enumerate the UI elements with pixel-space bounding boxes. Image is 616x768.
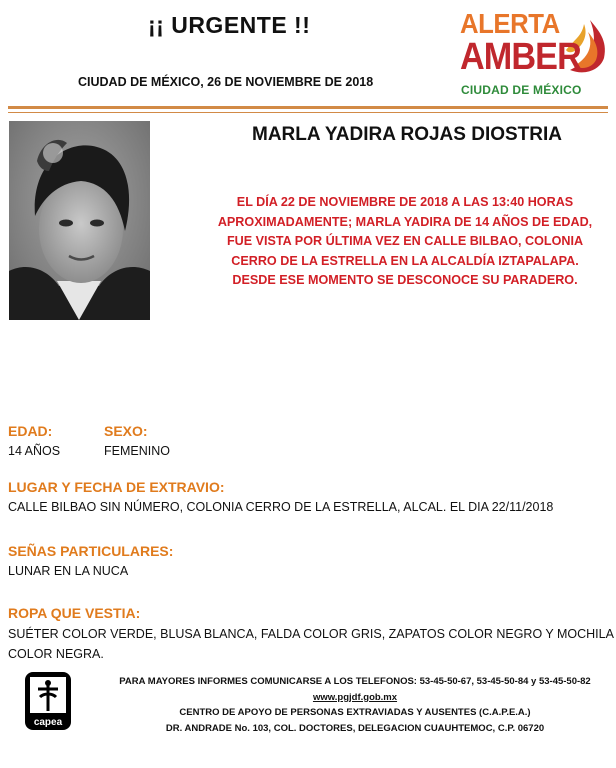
city-date: CIUDAD DE MÉXICO, 26 DE NOVIEMBRE DE 2018 (78, 75, 374, 89)
report-text (215, 193, 595, 291)
urgent-headline: ¡¡ URGENTE !! (148, 12, 311, 38)
footer-website-link[interactable]: www.pgjdf.gob.mx (312, 691, 398, 703)
footer-center: CENTRO DE APOYO DE PERSONAS EXTRAVIADAS Y AUSENTES (C.A.P.E.A.) (179, 707, 531, 718)
divider-thick (8, 106, 608, 109)
footer-phones: PARA MAYORES INFORMES COMUNICARSE A LOS TELEFONOS: 53-45-50-67, 53-45-50-84 y 53-45-50-82 (119, 676, 591, 687)
clothes-label: ROPA QUE VESTIA: (8, 605, 141, 621)
clothes-value-line2: COLOR NEGRA. (8, 647, 104, 661)
portrait-image (9, 121, 150, 320)
place-label: LUGAR Y FECHA DE EXTRAVIO: (8, 479, 225, 495)
footer-info (100, 674, 610, 736)
report-line: EL DÍA 22 DE NOVIEMBRE DE 2018 A LAS 13:40 HORAS (236, 195, 574, 209)
alerta-amber-logo (460, 8, 610, 100)
place-value: CALLE BILBAO SIN NÚMERO, COLONIA CERRO DE LA ESTRELLA, ALCAL. EL DIA 22/11/2018 (8, 500, 554, 514)
marks-value: LUNAR EN LA NUCA (8, 564, 129, 578)
logo-cdmx: CIUDAD DE MÉXICO (461, 83, 582, 97)
capea-logo-text: capea (33, 717, 63, 728)
logo-alerta: ALERTA (460, 8, 560, 39)
report-line: CERRO DE LA ESTRELLA EN LA ALCALDÍA IZTAPALAPA. (231, 253, 579, 268)
clothes-value-line1: SUÉTER COLOR VERDE, BLUSA BLANCA, FALDA COLOR GRIS, ZAPATOS COLOR NEGRO Y MOCHILA (8, 627, 614, 641)
age-value: 14 AÑOS (8, 444, 61, 458)
report-line: APROXIMADAMENTE; MARLA YADIRA DE 14 AÑOS DE EDAD, (217, 214, 593, 229)
missing-person-photo (9, 121, 150, 320)
sex-value: FEMENINO (104, 444, 170, 458)
sex-label: SEXO: (104, 423, 148, 439)
divider-thin (8, 112, 608, 113)
capea-logo (24, 671, 72, 731)
report-line: DESDE ESE MOMENTO SE DESCONOCE SU PARADERO. (232, 273, 578, 288)
footer-address: DR. ANDRADE No. 103, COL. DOCTORES, DELEGACION CUAUHTEMOC, C.P. 06720 (165, 722, 545, 734)
marks-label: SEÑAS PARTICULARES: (8, 543, 174, 559)
logo-amber: AMBER (460, 36, 581, 78)
person-name: MARLA YADIRA ROJAS DIOSTRIA (252, 124, 563, 145)
age-label: EDAD: (8, 423, 53, 439)
report-line: FUE VISTA POR ÚLTIMA VEZ EN CALLE BILBAO, COLONIA (226, 234, 584, 249)
